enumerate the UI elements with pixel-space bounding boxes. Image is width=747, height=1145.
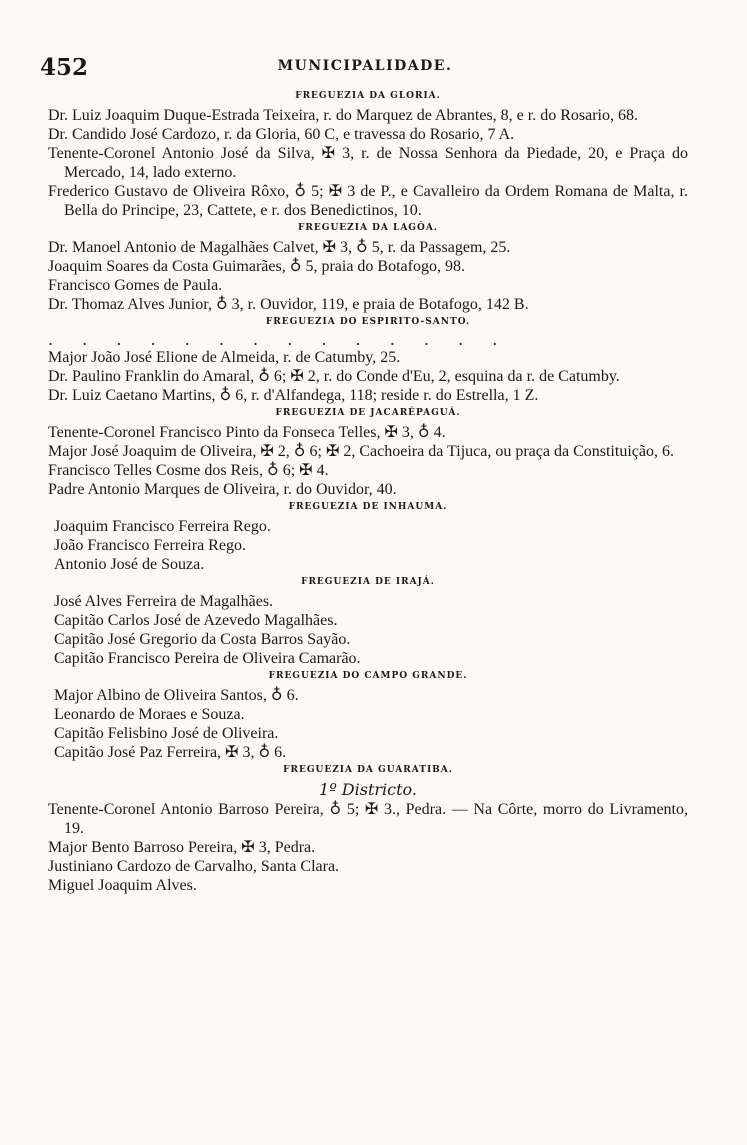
- section-title: FREGUEZIA DE INHAUMA.: [288, 502, 448, 512]
- section-title: FREGUEZIA DO CAMPO GRANDE.: [268, 671, 468, 681]
- list-item: Major Bento Barroso Pereira, ✠ 3, Pedra.: [48, 839, 316, 856]
- list-item: Capitão José Paz Ferreira, ✠ 3, ♁ 6.: [54, 744, 287, 761]
- section-title: FREGUEZIA DA LAGÔA.: [298, 223, 438, 233]
- list-item: Capitão Francisco Pereira de Oliveira Camarão.: [54, 650, 361, 667]
- list-item: Joaquim Francisco Ferreira Rego.: [54, 518, 271, 535]
- list-item: Francisco Gomes de Paula.: [48, 277, 223, 294]
- list-item: Major José Joaquim de Oliveira, ✠ 2, ♁ 6; ✠ 2, Cachoeira da Tijuca, ou praça da Constituição, 6.: [48, 443, 674, 460]
- list-item: Antonio José de Souza.: [54, 556, 205, 573]
- list-item: Dr. Thomaz Alves Junior, ♁ 3, r. Ouvidor, 119, e praia de Botafogo, 142 B.: [48, 296, 529, 313]
- list-item: Dr. Luiz Joaquim Duque-Estrada Teixeira, r. do Marquez de Abrantes, 8, e r. do Rosario, 68.: [48, 107, 638, 124]
- list-item: José Alves Ferreira de Magalhães.: [54, 593, 274, 610]
- page-content: [48, 88, 688, 895]
- list-item: Tenente-Coronel Antonio Barroso Pereira, ♁ 5; ✠ 3., Pedra. — Na Côrte, morro do Livramento, 19.: [48, 801, 688, 837]
- list-item: Frederico Gustavo de Oliveira Rôxo, ♁ 5; ✠ 3 de P., e Cavalleiro da Ordem Romana de Malta, r. Bella do Principe, 23, Cattete, e r. dos Benedictinos, 10.: [48, 183, 688, 219]
- section-subtitle: 1º Districto.: [319, 780, 417, 799]
- list-item: Capitão Carlos José de Azevedo Magalhães.: [54, 612, 338, 629]
- list-item: Capitão José Gregorio da Costa Barros Sayão.: [54, 631, 351, 648]
- list-item: Tenente-Coronel Francisco Pinto da Fonseca Telles, ✠ 3, ♁ 4.: [48, 424, 446, 441]
- list-item: Tenente-Coronel Antonio José da Silva, ✠ 3, r. de Nossa Senhora da Piedade, 20, e Praça do Mercado, 14, lado externo.: [48, 145, 688, 181]
- list-item: Major João José Elione de Almeida, r. de Catumby, 25.: [48, 349, 401, 366]
- list-item: Francisco Telles Cosme dos Reis, ♁ 6; ✠ 4.: [48, 462, 329, 479]
- list-item: Capitão Felisbino José de Oliveira.: [54, 725, 279, 742]
- section-title: FREGUEZIA DO ESPIRITO-SANTO.: [265, 317, 471, 327]
- ellipsis-row: . . . . . . . . . . . . . .: [48, 330, 510, 349]
- running-title: MUNICIPALIDADE.: [277, 58, 453, 74]
- list-item: Leonardo de Moraes e Souza.: [54, 706, 245, 723]
- section-title: FREGUEZIA DE IRAJÁ.: [301, 577, 435, 587]
- list-item: Dr. Candido José Cardozo, r. da Gloria, 60 C, e travessa do Rosario, 7 A.: [48, 126, 515, 143]
- list-item: Dr. Paulino Franklin do Amaral, ♁ 6; ✠ 2, r. do Conde d'Eu, 2, esquina da r. de Catumby.: [48, 368, 620, 385]
- list-item: Dr. Manoel Antonio de Magalhães Calvet, ✠ 3, ♁ 5, r. da Passagem, 25.: [48, 239, 511, 256]
- list-item: Joaquim Soares da Costa Guimarães, ♁ 5, praia do Botafogo, 98.: [48, 258, 465, 275]
- list-item: Padre Antonio Marques de Oliveira, r. do Ouvidor, 40.: [48, 481, 397, 498]
- page-header: [40, 54, 690, 82]
- list-item: João Francisco Ferreira Rego.: [54, 537, 246, 554]
- list-item: Major Albino de Oliveira Santos, ♁ 6.: [54, 687, 299, 704]
- list-item: Justiniano Cardozo de Carvalho, Santa Clara.: [48, 858, 340, 875]
- list-item: Miguel Joaquim Alves.: [48, 877, 197, 894]
- section-title: FREGUEZIA DE JACARÉPAGUÁ.: [275, 408, 461, 418]
- section-title: FREGUEZIA DA GLORIA.: [295, 91, 441, 101]
- list-item: Dr. Luiz Caetano Martins, ♁ 6, r. d'Alfandega, 118; reside r. do Estrella, 1 Z.: [48, 387, 539, 404]
- section-title: FREGUEZIA DA GUARATIBA.: [283, 765, 453, 775]
- page-number: 452: [40, 54, 89, 81]
